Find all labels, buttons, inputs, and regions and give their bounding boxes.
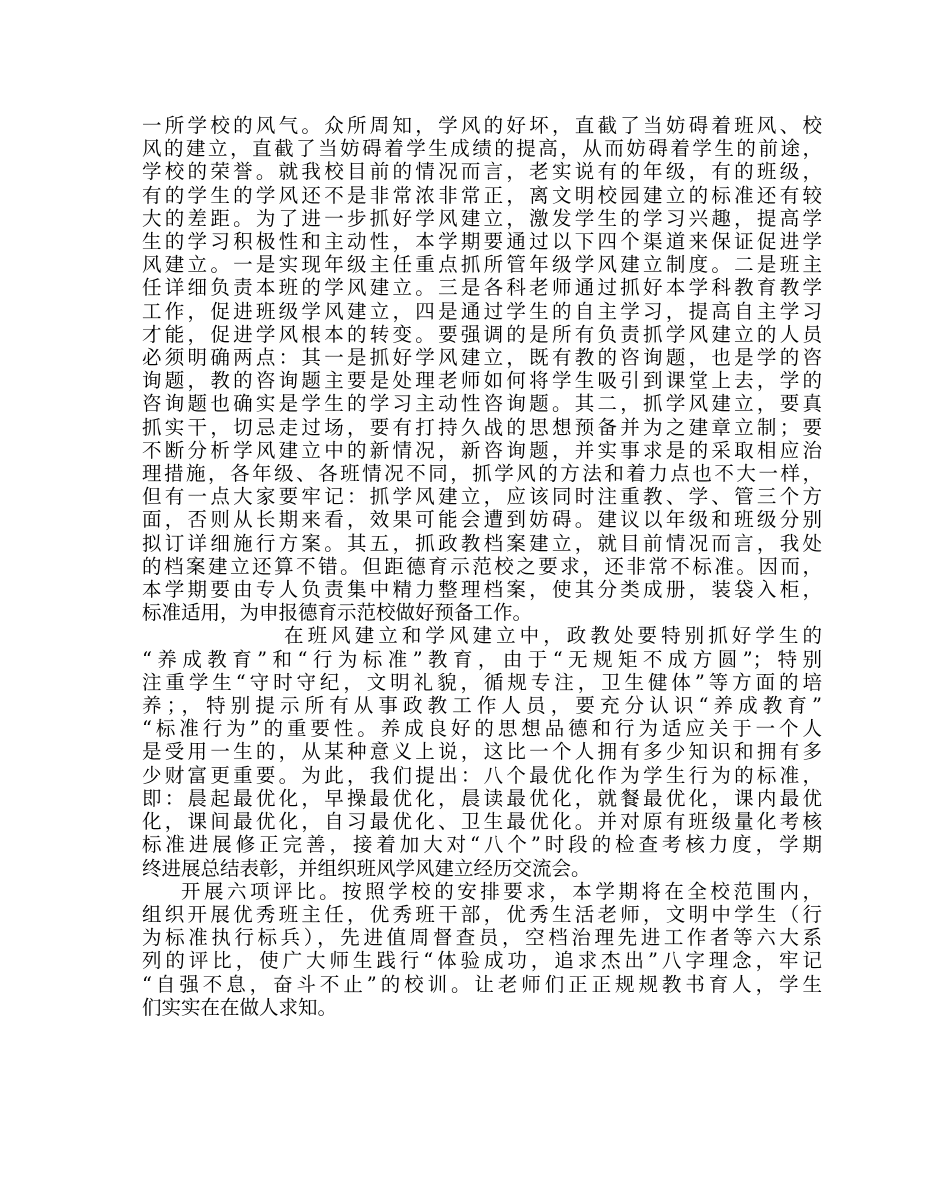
text-line: 有的学生的学风还不是非常浓非常正，离文明校园建立的标准还有较 [142, 183, 822, 207]
paragraph [142, 114, 822, 624]
text-line: 本学期要由专人负责集中精力整理档案，使其分类成册，装袋入柜， [142, 578, 822, 602]
text-line: 为标准执行标兵），先进值周督查员，空档治理先进工作者等六大系 [142, 926, 822, 950]
text-line: 化，课间最优化，自习最优化、卫生最优化。并对原有班级量化考核 [142, 810, 822, 834]
text-line: 是受用一生的，从某种意义上说，这比一个人拥有多少知识和拥有多 [142, 740, 822, 764]
text-line: 养；，特别提示所有从事政教工作人员，要充分认识“养成教育” [142, 694, 822, 718]
text-line: “养成教育”和“行为标准”教育，由于“无规矩不成方圆”；特别 [142, 647, 822, 671]
text-line: 不断分析学风建立中的新情况，新咨询题，并实事求是的采取相应治 [142, 438, 822, 462]
text-line: 一所学校的风气。众所周知，学风的好坏，直截了当妨碍着班风、校 [142, 114, 822, 137]
text-line: 工作，促进班级学风建立，四是通过学生的自主学习，提高自主学习 [142, 299, 822, 323]
text-line: 列的评比，使广大师生践行“体验成功，追求杰出”八字理念，牢记 [142, 949, 822, 973]
paragraph [142, 624, 822, 879]
text-line: “自强不息，奋斗不止”的校训。让老师们正正规规教书育人，学生 [142, 972, 822, 996]
text-line: 少财富更重要。为此，我们提出：八个最优化作为学生行为的标准， [142, 763, 822, 787]
paragraph [142, 880, 822, 1019]
text-line: 风建立。一是实现年级主任重点抓所管年级学风建立制度。二是班主 [142, 253, 822, 277]
text-line: 任详细负责本班的学风建立。三是各科老师通过抓好本学科教育教学 [142, 276, 822, 300]
text-line: 标准适用，为申报德育示范校做好预备工作。 [142, 601, 533, 625]
text-line: 的档案建立还算不错。但距德育示范校之要求，还非常不标准。因而， [142, 554, 822, 578]
text-line: 但有一点大家要牢记：抓学风建立，应该同时注重教、学、管三个方 [142, 485, 822, 509]
text-line: 才能，促进学风根本的转变。要强调的是所有负责抓学风建立的人员 [142, 322, 822, 346]
text-line: 生的学习积极性和主动性，本学期要通过以下四个渠道来保证促进学 [142, 230, 822, 254]
text-line: 终进展总结表彰，并组织班风学风建立经历交流会。 [142, 856, 591, 880]
text-line: 理措施，各年级、各班情况不同，抓学风的方法和着力点也不大一样， [142, 462, 822, 486]
text-line: “标准行为”的重要性。养成良好的思想品德和行为适应关于一个人 [142, 717, 822, 741]
document-body [142, 114, 822, 1019]
text-line: 组织开展优秀班主任，优秀班干部，优秀生活老师，文明中学生（行 [142, 902, 822, 926]
text-line: 标准进展修正完善，接着加大对“八个”时段的检查考核力度，学期 [142, 833, 822, 857]
text-line: 抓实干，切忌走过场，要有打持久战的思想预备并为之建章立制；要 [142, 415, 822, 439]
text-line: 必须明确两点：其一是抓好学风建立，既有教的咨询题，也是学的咨 [142, 346, 822, 370]
text-line: 拟订详细施行方案。其五，抓政教档案建立，就目前情况而言，我处 [142, 531, 822, 555]
text-line: 们实实在在做人求知。 [142, 995, 338, 1019]
text-line: 注重学生“守时守纪，文明礼貌，循规专注，卫生健体”等方面的培 [142, 670, 822, 694]
text-line: 开展六项评比。按照学校的安排要求，本学期将在全校范围内， [181, 879, 822, 903]
text-line: 即：晨起最优化，早操最优化，晨读最优化，就餐最优化，课内最优 [142, 786, 822, 810]
text-line: 在班风建立和学风建立中，政教处要特别抓好学生的 [284, 624, 822, 648]
text-line: 学校的荣誉。就我校目前的情况而言，老实说有的年级，有的班级， [142, 160, 822, 184]
text-line: 风的建立，直截了当妨碍着学生成绩的提高，从而妨碍着学生的前途， [142, 137, 822, 161]
text-line: 询题，教的咨询题主要是处理老师如何将学生吸引到课堂上去，学的 [142, 369, 822, 393]
text-line: 面，否则从长期来看，效果可能会遭到妨碍。建议以年级和班级分别 [142, 508, 822, 532]
text-line: 大的差距。为了进一步抓好学风建立，激发学生的学习兴趣，提高学 [142, 206, 822, 230]
document-page [142, 114, 822, 1019]
text-line: 咨询题也确实是学生的学习主动性咨询题。其二，抓学风建立，要真 [142, 392, 822, 416]
